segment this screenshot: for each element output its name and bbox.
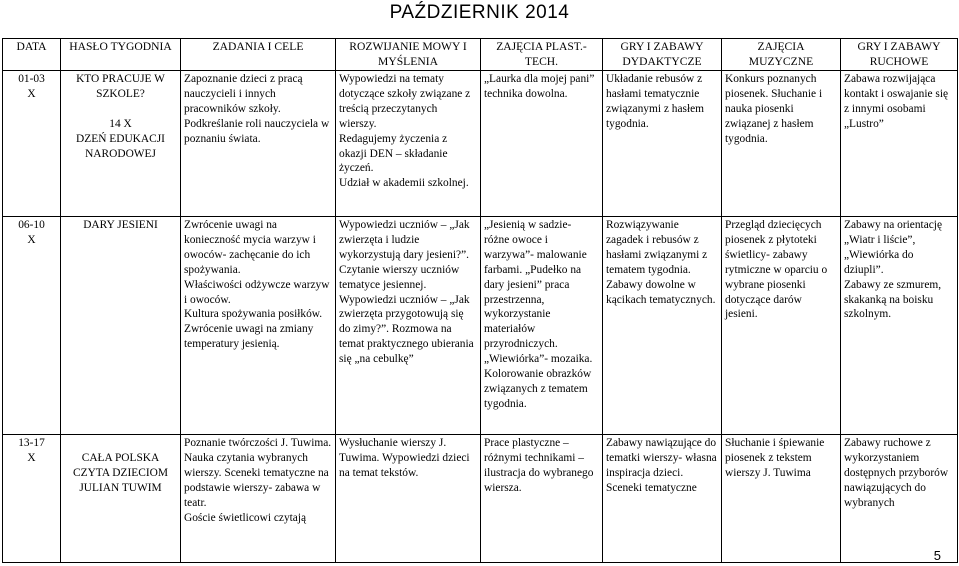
cell-speech: Wypowiedzi uczniów – „Jak zwierzęta i ludzie wykorzystują dary jesieni?”. Czytanie wierszy uczniów tematyce jesiennej. Wypowiedzi uczniów – „Jak zwierzęta przygotowują się do zimy?”. Rozmowa na temat praktycznego ubierania się „na cebulkę” — [336, 217, 481, 435]
cell-movement: Zabawy na orientację „Wiatr i liście”, „Wiewiórka do dziupli”. Zabawy ze szmurem, skakanką na boisku szkolnym. — [841, 217, 958, 435]
cell-date: 06-10 X — [3, 217, 61, 435]
table-row — [3, 217, 958, 435]
cell-art: Prace plastyczne – różnymi technikami – ilustracja do wybranego wiersza. — [481, 435, 603, 563]
cell-movement: Zabawa rozwijająca kontakt i oswajanie się z innymi osobami „Lustro” — [841, 71, 958, 217]
schedule-table — [2, 38, 958, 563]
header-music: ZAJĘCIA MUZYCZNE — [722, 39, 841, 71]
cell-speech: Wysłuchanie wierszy J. Tuwima. Wypowiedzi dzieci na temat tekstów. — [336, 435, 481, 563]
page-title: PAŹDZIERNIK 2014 — [389, 2, 570, 23]
cell-music: Słuchanie i śpiewanie piosenek z tekstem wierszy J. Tuwima — [722, 435, 841, 563]
cell-date: 13-17 X — [3, 435, 61, 563]
cell-art: „Laurka dla mojej pani” technika dowolna. — [481, 71, 603, 217]
cell-motto: KTO PRACUJE W SZKOLE? 14 X DZEŃ EDUKACJI NARODOWEJ — [61, 71, 181, 217]
cell-date: 01-03 X — [3, 71, 61, 217]
cell-didactic: Zabawy nawiązujące do tematki wierszy- własna inspiracja dzieci. Sceneki tematyczne — [603, 435, 722, 563]
cell-goals: Poznanie twórczości J. Tuwima. Nauka czytania wybranych wierszy. Sceneki tematyczne na podstawie wierszy- zabawa w teatr. Goście świetlicowi czytają — [181, 435, 336, 563]
header-date: DATA — [3, 39, 61, 71]
cell-music: Konkurs poznanych piosenek. Słuchanie i nauka piosenki związanej z hasłem tygodnia. — [722, 71, 841, 217]
cell-speech: Wypowiedzi na tematy dotyczące szkoły związane z treścią przeczytanych wierszy. Redagujemy życzenia z okazji DEN – składanie życzeń. Udział w akademii szkolnej. — [336, 71, 481, 217]
cell-motto: DARY JESIENI — [61, 217, 181, 435]
header-didactic: GRY I ZABAWY DYDAKTYCZE — [603, 39, 722, 71]
page-number: 5 — [933, 548, 941, 563]
cell-art: „Jesienią w sadzie- różne owoce i warzywa”- malowanie farbami. „Pudełko na dary jesieni” praca przestrzenna, wykorzystanie materiałów przyrodniczych. „Wiewiórka”- mozaika. Kolorowanie obrazków związanych z tematem tygodnia. — [481, 217, 603, 435]
header-speech: ROZWIJANIE MOWY I MYŚLENIA — [336, 39, 481, 71]
table-header-row — [3, 39, 958, 71]
cell-motto: CAŁA POLSKA CZYTA DZIECIOM JULIAN TUWIM — [61, 435, 181, 563]
header-movement: GRY I ZABAWY RUCHOWE — [841, 39, 958, 71]
cell-goals: Zapoznanie dzieci z pracą nauczycieli i innych pracowników szkoły. Podkreślanie roli nauczyciela w poznaniu świata. — [181, 71, 336, 217]
cell-movement: Zabawy ruchowe z wykorzystaniem dostępnych przyborów nawiązujących do wybranych — [841, 435, 958, 563]
table-row — [3, 71, 958, 217]
header-goals: ZADANIA I CELE — [181, 39, 336, 71]
header-motto: HASŁO TYGODNIA — [61, 39, 181, 71]
cell-music: Przegląd dziecięcych piosenek z płytoteki świetlicy- zabawy rytmiczne w oparciu o wybrane piosenki dotyczące darów jesieni. — [722, 217, 841, 435]
table-row — [3, 435, 958, 563]
cell-goals: Zwrócenie uwagi na konieczność mycia warzyw i owoców- zachęcanie do ich spożywania. Właściwości odżywcze warzyw i owoców. Kultura spożywania posiłków. Zwrócenie uwagi na zmiany temperatury jesienią. — [181, 217, 336, 435]
cell-didactic: Rozwiązywanie zagadek i rebusów z hasłami związanymi z tematem tygodnia. Zabawy dowolne w kącikach tematycznych. — [603, 217, 722, 435]
cell-didactic: Układanie rebusów z hasłami tematycznie związanymi z hasłem tygodnia. — [603, 71, 722, 217]
header-art: ZAJĘCIA PLAST.-TECH. — [481, 39, 603, 71]
